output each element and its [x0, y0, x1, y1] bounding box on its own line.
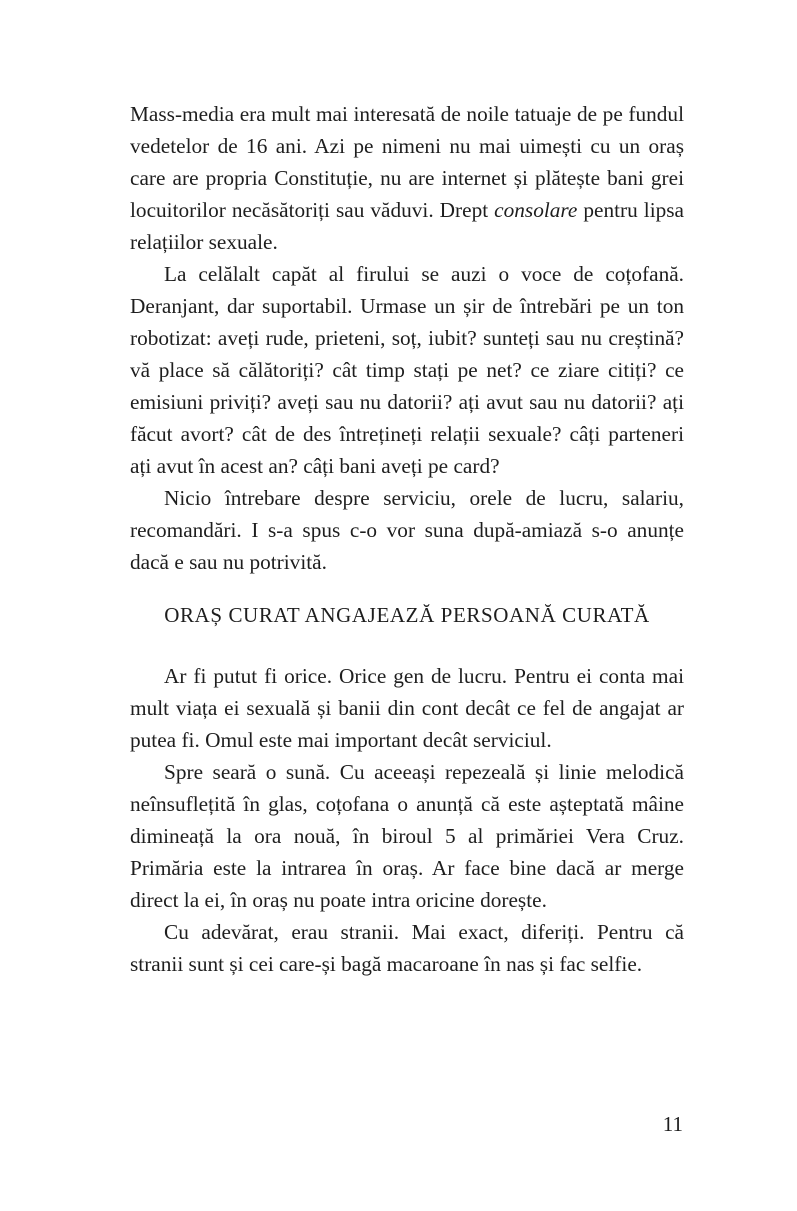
- italic-word: consolare: [494, 198, 578, 222]
- paragraph: Ar fi putut fi orice. Orice gen de lucru. Pentru ei conta mai mult viața ei sexuală și banii din cont decât ce fel de angajat ar putea fi. Omul este mai important decât serviciul.: [130, 664, 684, 752]
- page-number: 11: [662, 1112, 683, 1136]
- paragraph-text: Mass-media era mult mai interesată de noile tatuaje de pe fundul vedetelor de 16 ani. Azi pe nimeni nu mai uimești cu un oraș care are propria Constituție, nu are internet și plătește bani grei locuitorilor necăsătoriți sau văduvi. Drept: [130, 102, 684, 222]
- paragraph: Nicio întrebare despre serviciu, orele de lucru, salariu, recomandări. I s-a spus c-o vor suna după-amiază s-o anunțe dacă e sau nu potrivită.: [130, 486, 684, 574]
- paragraph: Spre seară o sună. Cu aceeași repezeală și linie melodică neînsuflețită în glas, coțofana o anunță că este așteptată mâine dimineață la ora nouă, în biroul 5 al primăriei Vera Cruz. Primăria este la intrarea în oraș. Ar face bine dacă ar merge direct la ei, în oraș nu poate intra oricine dorește.: [130, 760, 684, 912]
- paragraph-text: pentru lipsa relațiilor sexuale.: [130, 198, 684, 254]
- section-heading: ORAȘ CURAT ANGAJEAZĂ PERSOANĂ CURATĂ: [164, 603, 650, 627]
- paragraph: Cu adevărat, erau stranii. Mai exact, diferiți. Pentru că stranii sunt și cei care-și bagă macaroane în nas și fac selfie.: [130, 920, 684, 976]
- paragraph: [130, 98, 684, 258]
- paragraph: La celălalt capăt al firului se auzi o voce de coțofană. Deranjant, dar suportabil. Urmase un șir de întrebări pe un ton robotizat: aveți rude, prieteni, soț, iubit? sunteți sau nu creștină? vă place să călătoriți? cât timp stați pe net? ce ziare citiți? ce emisiuni priviți? aveți sau nu datorii? ați avut sau nu datorii? ați făcut avort? cât de des întrețineți relații sexuale? câți parteneri ați avut în acest an? câți bani aveți pe card?: [130, 262, 684, 478]
- text-column: [130, 98, 684, 980]
